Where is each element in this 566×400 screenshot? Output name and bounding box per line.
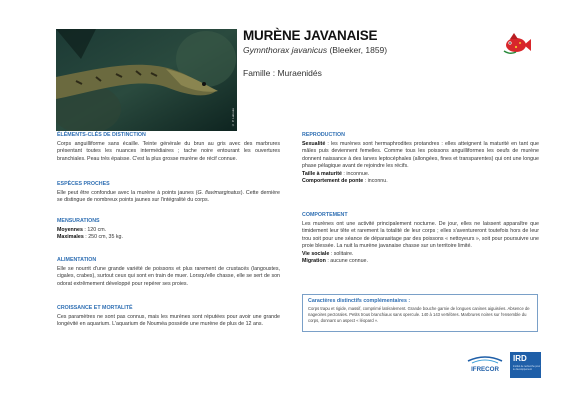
measurement-max xyxy=(57,234,280,241)
migration xyxy=(302,258,539,265)
section-feeding xyxy=(57,257,280,288)
sexuality-text: : les murènes sont hermaphrodites protandres : elles atteignent la maturité en tant que mâles puis deviennent femelles. Comme tous les poissons anguilliformes les oeufs de murène donnent naissance à des larves leptocéphales (allongées, fines et transparentes) qui ont une longue phase pélagique avant de rejoindre les récifs. xyxy=(302,141,539,170)
text-growth: Ces paramètres ne sont pas connus, mais les murènes sont réputées pour avoir une grande longévité en aquarium. L'aquarium de Nouméa possède une murène de plus de 12 ans. xyxy=(57,314,280,328)
eel-photo xyxy=(56,29,237,131)
text-behaviour: Les murènes ont une activité principalement nocturne. De jour, elles ne laissent apparaître que timidement leur tête et rarement la totalité de leur corps ; elles s'aventureront toutefois hors de leur trou soit pour une séance de déparasitage par des poissons « nettoyeurs », soit pour poursuivre une proie blessée. La nuit la murène javanaise chasse sur un territoire limité. xyxy=(302,221,539,250)
fish-icon xyxy=(502,31,532,57)
family-label: Famille : Muraenidés xyxy=(243,68,322,78)
author-year: (Bleeker, 1859) xyxy=(327,45,388,55)
ird-subtitle: Institut de recherche pour le développement xyxy=(513,365,541,371)
maturity-size xyxy=(302,171,539,178)
social-life xyxy=(302,251,539,258)
migration-value: : aucune connue. xyxy=(325,258,368,265)
eel-photo-image xyxy=(56,29,237,131)
additional-features-box xyxy=(302,294,538,332)
text-distinction: Corps anguilliforme sans écaille. Teinte générale du brun au gris avec des marbrures présentant toutes les nuances intermédiaires ; tache noire entourant les ouvertures branchiales. Peau très épaisse. C'est la plus grosse murène de récif connue. xyxy=(57,141,280,162)
measurement-average xyxy=(57,227,280,234)
heading-distinction: ÉLÉMENTS-CLÉS DE DISTINCTION xyxy=(57,132,146,138)
spawning-behaviour xyxy=(302,178,539,185)
similar-text-species: G. flavimarginatus xyxy=(197,190,241,196)
box-title: Caractères distinctifs complémentaires : xyxy=(308,298,411,304)
ifrecor-logo xyxy=(464,355,506,373)
heading-similar-species: ESPÈCES PROCHES xyxy=(57,181,110,187)
ird-logo xyxy=(510,352,541,378)
page-title: MURÈNE JAVANAISE xyxy=(243,28,378,43)
text-similar-species xyxy=(57,190,280,205)
section-similar-species xyxy=(57,181,280,205)
text-feeding: Elle se nourrit d'une grande variété de poissons et plus rarement de crustacés (langoustes, cigales, crabes), surtout ceux qui sont en train de muer. Lorsqu'elle chasse, elle se sert de son odorat extrêmement développé pour repérer ses proies. xyxy=(57,266,280,287)
sexuality-label: Sexualité xyxy=(302,141,326,147)
max-label: Maximales xyxy=(57,234,84,241)
social-life-label: Vie sociale xyxy=(302,250,330,257)
spawning-label: Comportement de ponte xyxy=(302,178,364,185)
heading-reproduction: REPRODUCTION xyxy=(302,132,345,138)
heading-growth: CROISSANCE ET MORTALITÉ xyxy=(57,305,133,311)
similar-text-post: ). Cette dernière se distingue de nombreux points jaunes sur l'intégralité du corps. xyxy=(57,190,281,204)
scientific-name: Gymnthorax javanicus xyxy=(243,45,328,55)
maturity-label: Taille à maturité xyxy=(302,170,342,177)
section-distinction xyxy=(57,132,280,163)
similar-text-pre: Elle peut être confondue avec la murène à points jaunes ( xyxy=(57,190,198,196)
migration-label: Migration xyxy=(302,258,326,265)
ifrecor-text: IFRECOR xyxy=(471,366,499,373)
heading-behaviour: COMPORTEMENT xyxy=(302,212,348,218)
spawning-value: : inconnu. xyxy=(363,178,388,185)
photo-credit: © P. Laboute xyxy=(231,108,235,127)
max-value: : 250 cm, 35 kg. xyxy=(83,234,123,241)
section-behaviour xyxy=(302,212,539,265)
text-reproduction xyxy=(302,141,539,171)
section-measurements xyxy=(57,218,280,242)
average-label: Moyennes xyxy=(57,227,83,233)
box-text: Corps trapu et rigide, massif, comprimé latéralement. Grande bouche garnie de longues canines aiguisées. Absence de nageoires pectorales. Petits trous branchiaux sans opercule. 140 à 143 vertèbres. Marbrures noires sur l'ensemble du corps, donnant un aspect « léopard ». xyxy=(308,306,530,323)
heading-measurements: MENSURATIONS xyxy=(57,218,100,224)
section-growth xyxy=(57,305,280,329)
section-reproduction xyxy=(302,132,539,185)
heading-feeding: ALIMENTATION xyxy=(57,257,97,263)
social-life-value: : solitaire. xyxy=(329,250,354,257)
average-value: : 120 cm. xyxy=(82,227,107,233)
ird-text: IRD xyxy=(513,354,527,363)
scientific-name-line xyxy=(243,45,387,55)
maturity-value: : inconnue. xyxy=(341,170,370,177)
